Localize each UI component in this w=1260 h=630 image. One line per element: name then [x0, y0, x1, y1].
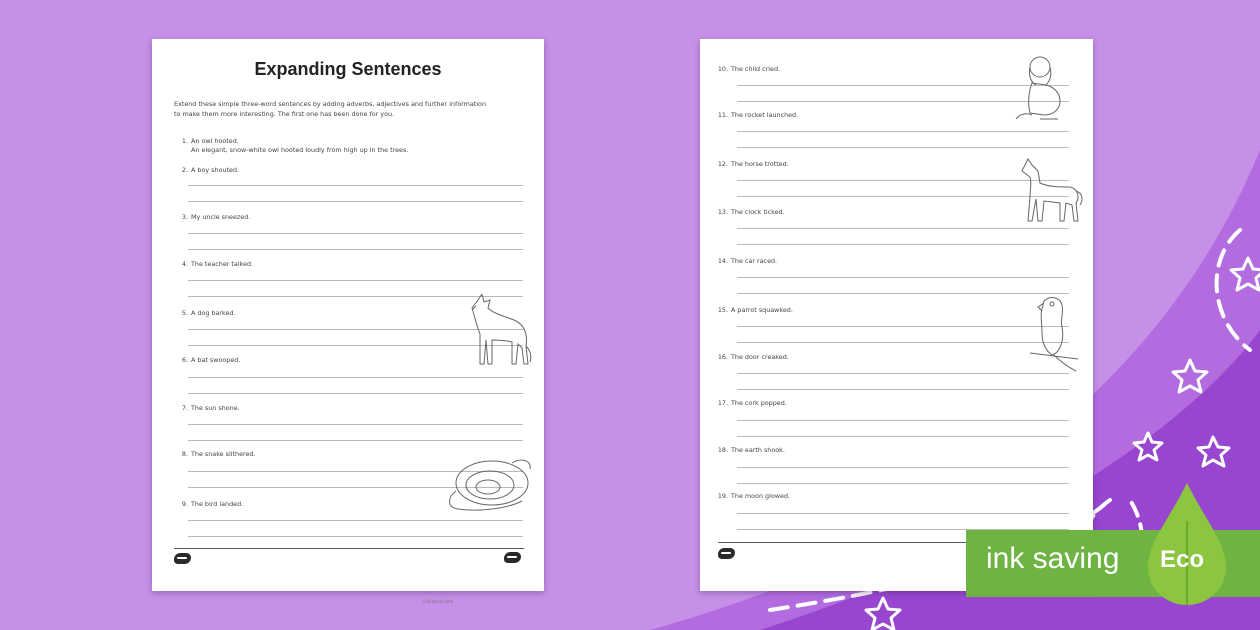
answer-line[interactable]	[188, 233, 523, 234]
ink-saving-label: ink saving	[986, 542, 1120, 575]
twinkl-logo-icon	[174, 553, 191, 564]
answer-line[interactable]	[737, 467, 1069, 468]
example-answer: An elegant, snow-white owl hooted loudly from high up in the trees.	[191, 146, 409, 154]
question-item: 8. The snake slithered.	[181, 450, 256, 458]
parrot-illustration	[1028, 295, 1080, 373]
answer-line[interactable]	[188, 249, 523, 250]
worksheet-page-1	[152, 39, 544, 604]
question-item: 17. The cork popped.	[717, 399, 787, 407]
wolf-illustration	[470, 294, 532, 369]
twinkl-logo-icon	[718, 548, 735, 559]
answer-line[interactable]	[188, 424, 523, 425]
question-item: 5. A dog barked.	[181, 309, 236, 317]
answer-line[interactable]	[737, 228, 1069, 229]
snake-illustration	[442, 451, 534, 513]
answer-line[interactable]	[188, 393, 523, 394]
question-item: 12. The horse trotted.	[717, 160, 789, 168]
answer-line[interactable]	[737, 326, 1069, 327]
answer-line[interactable]	[737, 342, 1069, 343]
answer-line[interactable]	[737, 131, 1069, 132]
answer-line[interactable]	[737, 293, 1069, 294]
question-item: 14. The car raced.	[717, 257, 778, 265]
horse-illustration	[1018, 157, 1084, 225]
question-item: 19. The moon glowed.	[717, 492, 791, 500]
question-item: 2. A boy shouted.	[181, 166, 240, 174]
footer-url: visit twinkl.com	[422, 599, 454, 604]
answer-line[interactable]	[737, 483, 1069, 484]
eco-drop-icon	[1146, 481, 1228, 606]
question-item: 1. An owl hooted. An elegant, snow-white owl hooted loudly from high up in the trees.	[174, 137, 524, 155]
twinkl-logo-icon	[504, 552, 521, 563]
instructions: Extend these simple three-word sentences by adding adverbs, adjectives and further information to make them more interesting. The first one has been done for you.	[174, 100, 486, 118]
question-item: 15. A parrot squawked.	[717, 306, 793, 314]
question-item: 3. My uncle sneezed.	[181, 213, 251, 221]
answer-line[interactable]	[737, 513, 1069, 514]
footer-divider	[174, 548, 524, 549]
question-item: 11. The rocket launched.	[717, 111, 799, 119]
page-title: Expanding Sentences	[254, 59, 442, 79]
question-item: 6. A bat swooped.	[181, 356, 241, 364]
question-item: 7. The sun shone.	[181, 404, 240, 412]
question-item: 9. The bird landed.	[181, 500, 244, 508]
question-item: 16. The door creaked.	[717, 353, 789, 361]
answer-line[interactable]	[188, 201, 523, 202]
answer-line[interactable]	[737, 436, 1069, 437]
answer-line[interactable]	[188, 377, 523, 378]
answer-line[interactable]	[188, 440, 523, 441]
answer-line[interactable]	[737, 389, 1069, 390]
answer-line[interactable]	[737, 277, 1069, 278]
answer-line[interactable]	[737, 373, 1069, 374]
answer-line[interactable]	[737, 147, 1069, 148]
answer-line[interactable]	[188, 280, 523, 281]
answer-line[interactable]	[188, 536, 523, 537]
answer-line[interactable]	[188, 520, 523, 521]
answer-line[interactable]	[737, 420, 1069, 421]
child-illustration	[1010, 53, 1072, 125]
eco-label: Eco	[1160, 546, 1205, 573]
answer-line[interactable]	[737, 244, 1069, 245]
question-item: 18. The earth shook.	[717, 446, 785, 454]
worksheet-page-2	[700, 39, 1093, 591]
answer-line[interactable]	[188, 185, 523, 186]
question-item: 4. The teacher talked.	[181, 260, 254, 268]
question-item: 10. The child cried.	[717, 65, 781, 73]
question-item: 13. The clock ticked.	[717, 208, 785, 216]
